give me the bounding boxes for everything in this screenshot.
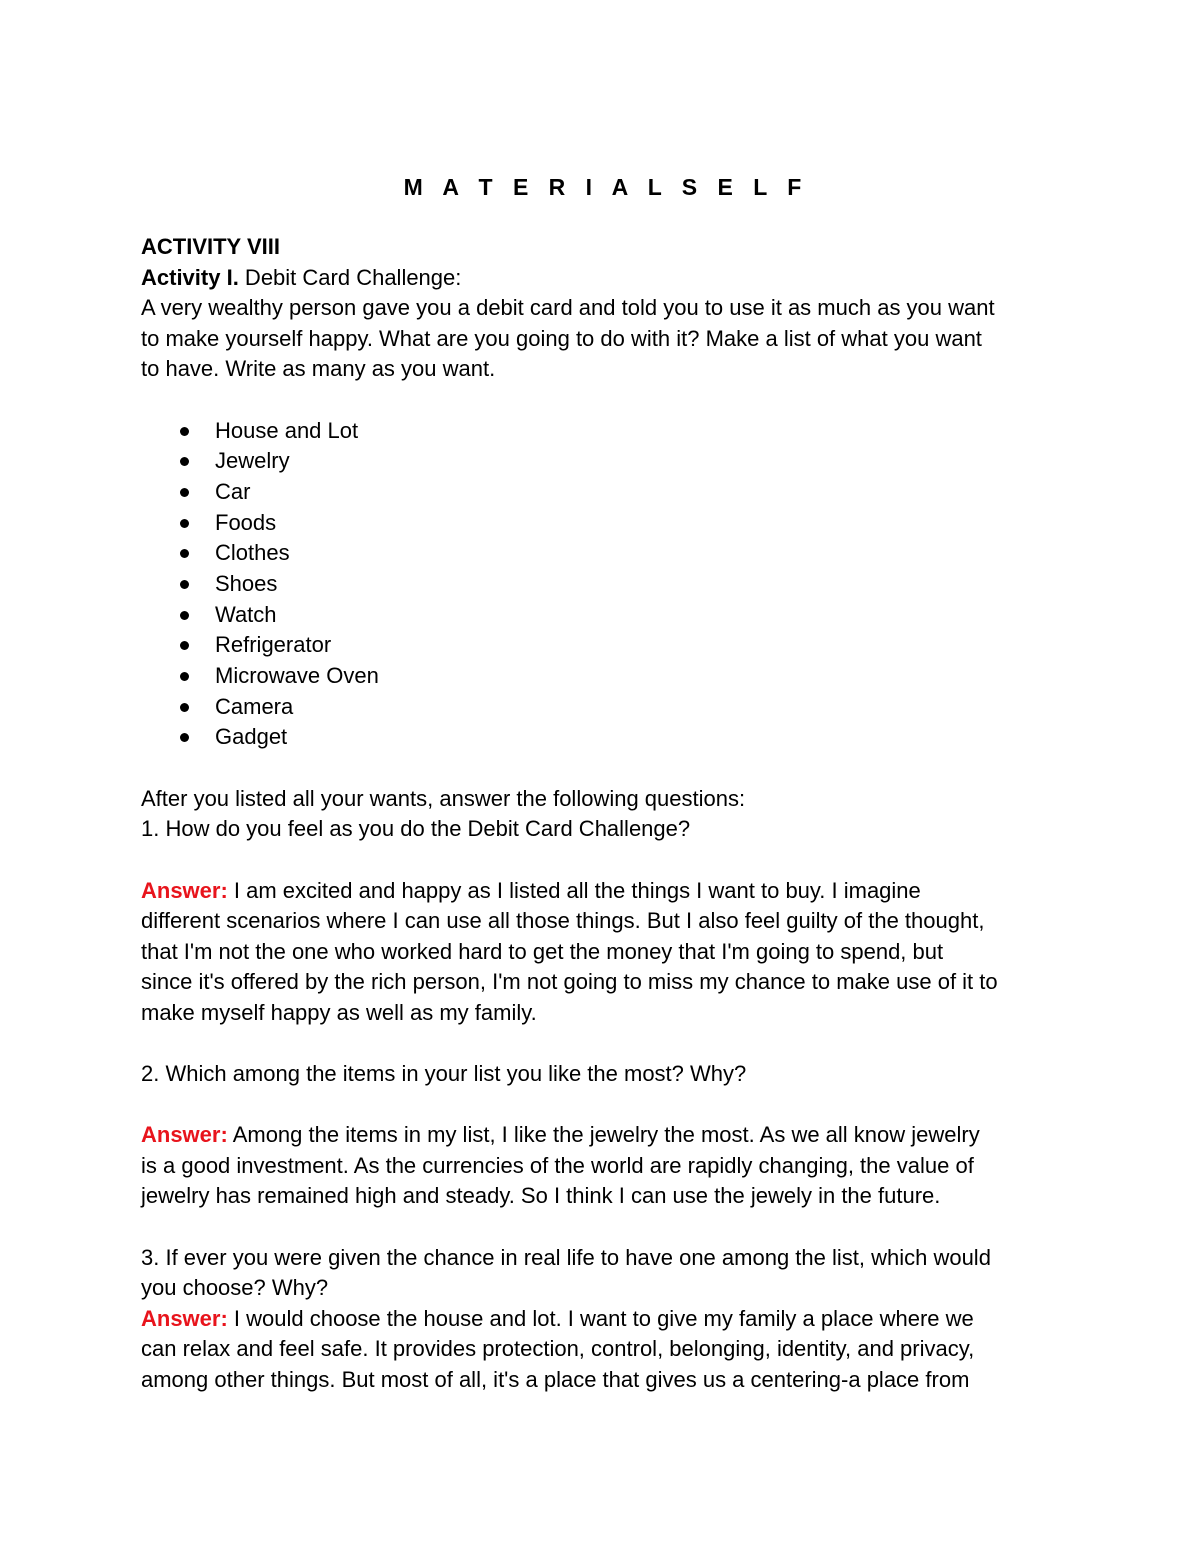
- list-item-label: Foods: [215, 509, 277, 535]
- list-item: [141, 538, 1071, 569]
- answer-label: Answer:: [141, 877, 228, 903]
- intro-line: A very wealthy person gave you a debit card and told you to use it as much as you want: [141, 295, 995, 321]
- question-3: 3. If ever you were given the chance in real life to have one among the list, which would: [141, 1244, 991, 1270]
- bullet-icon: [180, 672, 189, 681]
- answer-1-line: since it's offered by the rich person, I'm not going to miss my chance to make use of it to: [141, 969, 998, 995]
- list-item: [141, 477, 1071, 508]
- list-item-label: Shoes: [215, 571, 278, 596]
- answer-text: Among the items in my list, I like the jewelry the most. As we all know jewelry: [227, 1122, 980, 1148]
- bullet-icon: [180, 457, 189, 466]
- list-item: [141, 661, 1071, 692]
- list-item-label: House and Lot: [215, 417, 359, 443]
- after-list-instructions: After you listed all your wants, answer the following questions:: [141, 785, 746, 811]
- answer-1-line: make myself happy as well as my family.: [141, 999, 537, 1025]
- bullet-icon: [180, 641, 189, 650]
- list-item-label: Microwave Oven: [215, 663, 379, 689]
- answer-3-line: [141, 1304, 1071, 1335]
- list-item: [141, 692, 1071, 723]
- bullet-icon: [180, 733, 189, 742]
- list-item-label: Gadget: [215, 724, 288, 750]
- wants-list: [141, 416, 1071, 754]
- activity-title-line: [141, 263, 1071, 294]
- list-item: [141, 569, 1071, 600]
- list-item-label: Jewelry: [215, 448, 290, 474]
- answer-3-line: can relax and feel safe. It provides protection, control, belonging, identity, and privacy,: [141, 1336, 975, 1362]
- bullet-icon: [180, 519, 189, 528]
- document-title: M A T E R I A L S E L F: [403, 174, 809, 200]
- answer-text: I would choose the house and lot. I want to give my family a place where we: [227, 1305, 974, 1331]
- answer-2-line: is a good investment. As the currencies of the world are rapidly changing, the value of: [141, 1152, 974, 1178]
- bullet-icon: [180, 611, 189, 620]
- intro-line: to make yourself happy. What are you going to do with it? Make a list of what you want: [141, 325, 982, 351]
- answer-text: I am excited and happy as I listed all the things I want to buy. I imagine: [227, 877, 921, 903]
- activity-heading: ACTIVITY VIII: [141, 234, 280, 259]
- list-item: [141, 446, 1071, 477]
- document-body: [141, 232, 1071, 1396]
- list-item-label: Car: [215, 478, 251, 504]
- answer-1-line: different scenarios where I can use all those things. But I also feel guilty of the thought,: [141, 908, 985, 934]
- answer-label: Answer:: [141, 1305, 228, 1331]
- bullet-icon: [180, 703, 189, 712]
- list-item: [141, 416, 1071, 447]
- question-2: 2. Which among the items in your list you like the most? Why?: [141, 1061, 747, 1087]
- list-item: [141, 630, 1071, 661]
- list-item: [141, 600, 1071, 631]
- answer-label: Answer:: [141, 1122, 228, 1148]
- intro-line: to have. Write as many as you want.: [141, 356, 496, 382]
- bullet-icon: [180, 580, 189, 589]
- bullet-icon: [180, 549, 189, 558]
- answer-1-line: that I'm not the one who worked hard to get the money that I'm going to spend, but: [141, 938, 944, 964]
- answer-2-line: jewelry has remained high and steady. So I think I can use the jewely in the future.: [141, 1183, 941, 1209]
- answer-3-line: among other things. But most of all, it's a place that gives us a centering-a place from: [141, 1367, 970, 1392]
- question-1: 1. How do you feel as you do the Debit Card Challenge?: [141, 816, 691, 842]
- list-item-label: Refrigerator: [215, 632, 332, 658]
- list-item-label: Camera: [215, 693, 294, 719]
- question-3: you choose? Why?: [141, 1275, 329, 1301]
- list-item: [141, 508, 1071, 539]
- activity-label: Activity I.: [141, 264, 239, 290]
- activity-name: Debit Card Challenge:: [238, 264, 462, 290]
- list-item-label: Clothes: [215, 540, 290, 566]
- answer-2-line: [141, 1120, 1071, 1151]
- answer-1-line: [141, 876, 1071, 907]
- list-item-label: Watch: [215, 601, 277, 627]
- bullet-icon: [180, 488, 189, 497]
- list-item: [141, 722, 1071, 753]
- bullet-icon: [180, 427, 189, 436]
